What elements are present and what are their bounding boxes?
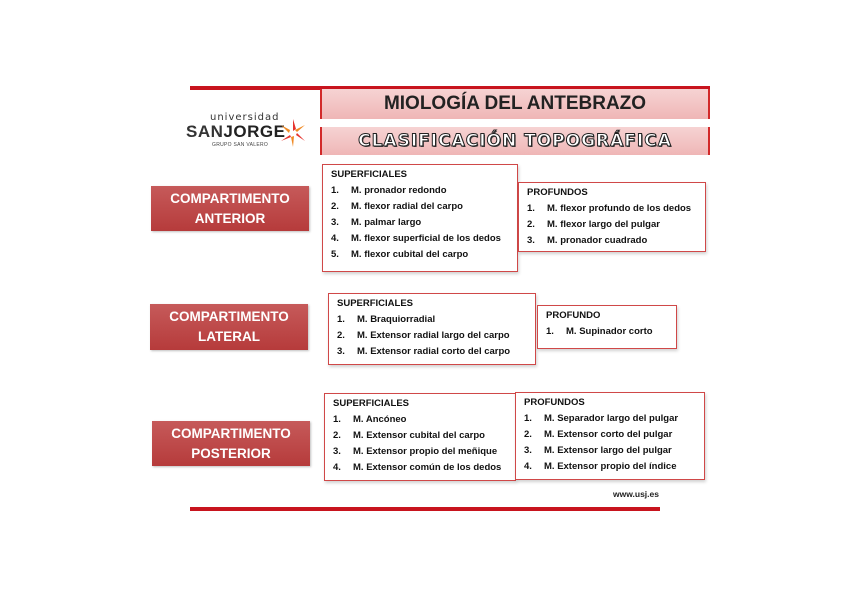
anterior-deep-header: PROFUNDOS bbox=[527, 187, 588, 198]
list-item: 2. M. flexor largo del pulgar bbox=[527, 219, 660, 230]
list-item: 4. M. Extensor propio del índice bbox=[524, 461, 677, 472]
list-item: 4. M. flexor superficial de los dedos bbox=[331, 233, 501, 244]
compartment-posterior-label bbox=[152, 421, 310, 466]
list-item: 2. M. Extensor radial largo del carpo bbox=[337, 330, 510, 341]
compartment-posterior-line1: COMPARTIMENTO bbox=[171, 425, 291, 441]
logo-line3: GRUPO SAN VALERO bbox=[212, 142, 269, 148]
list-item: 2. M. Extensor cubital del carpo bbox=[333, 430, 485, 441]
compartment-posterior-line2: POSTERIOR bbox=[191, 445, 271, 461]
list-item: 3. M. pronador cuadrado bbox=[527, 235, 648, 246]
anterior-superficial-box bbox=[322, 164, 518, 272]
posterior-deep-box bbox=[515, 392, 705, 480]
logo-wordmark bbox=[186, 122, 285, 142]
list-item: 1. M. pronador redondo bbox=[331, 185, 447, 196]
compartment-anterior-line2: ANTERIOR bbox=[194, 210, 266, 226]
list-item: 3. M. Extensor radial corto del carpo bbox=[337, 346, 511, 357]
bottom-red-line bbox=[190, 507, 660, 511]
page-subtitle: CLASIFICACIÓN TOPOGRÁFICA bbox=[320, 127, 710, 155]
list-item: 4. M. Extensor común de los dedos bbox=[333, 462, 502, 473]
posterior-superficial-header: SUPERFICIALES bbox=[333, 398, 410, 409]
posterior-superficial-box bbox=[324, 393, 516, 481]
lateral-superficial-box bbox=[328, 293, 536, 365]
compartment-lateral-line2: LATERAL bbox=[198, 329, 260, 344]
star-logo-icon bbox=[278, 118, 308, 148]
list-item: 2. M. flexor radial del carpo bbox=[331, 201, 463, 212]
lateral-superficial-header: SUPERFICIALES bbox=[337, 298, 414, 309]
compartment-anterior-line1: COMPARTIMENTO bbox=[170, 190, 290, 206]
footer-url: www.usj.es bbox=[613, 489, 659, 499]
logo-line2a: SAN bbox=[186, 122, 224, 141]
page-title: MIOLOGÍA DEL ANTEBRAZO bbox=[320, 89, 710, 119]
logo-line1: universidad bbox=[210, 112, 280, 123]
list-item: 5. M. flexor cubital del carpo bbox=[331, 249, 469, 260]
anterior-deep-box bbox=[518, 182, 706, 252]
list-item: 3. M. Extensor propio del meñique bbox=[333, 446, 498, 457]
list-item: 2. M. Extensor corto del pulgar bbox=[524, 429, 673, 440]
list-item: 1. M. Ancóneo bbox=[333, 414, 407, 425]
compartment-lateral-label bbox=[150, 304, 308, 350]
posterior-deep-header: PROFUNDOS bbox=[524, 397, 585, 408]
lateral-deep-box bbox=[537, 305, 677, 349]
list-item: 3. M. palmar largo bbox=[331, 217, 422, 228]
logo-line2b: JORGE bbox=[223, 122, 286, 141]
university-logo bbox=[186, 112, 311, 154]
list-item: 1. M. Separador largo del pulgar bbox=[524, 413, 679, 424]
compartment-anterior-label bbox=[151, 186, 309, 231]
list-item: 1. M. Supinador corto bbox=[546, 326, 653, 337]
lateral-deep-header: PROFUNDO bbox=[546, 310, 601, 321]
list-item: 3. M. Extensor largo del pulgar bbox=[524, 445, 672, 456]
list-item: 1. M. flexor profundo de los dedos bbox=[527, 203, 692, 214]
anterior-superficial-header: SUPERFICIALES bbox=[331, 169, 408, 180]
compartment-lateral-line1: COMPARTIMENTO bbox=[169, 309, 289, 324]
list-item: 1. M. Braquiorradial bbox=[337, 314, 436, 325]
